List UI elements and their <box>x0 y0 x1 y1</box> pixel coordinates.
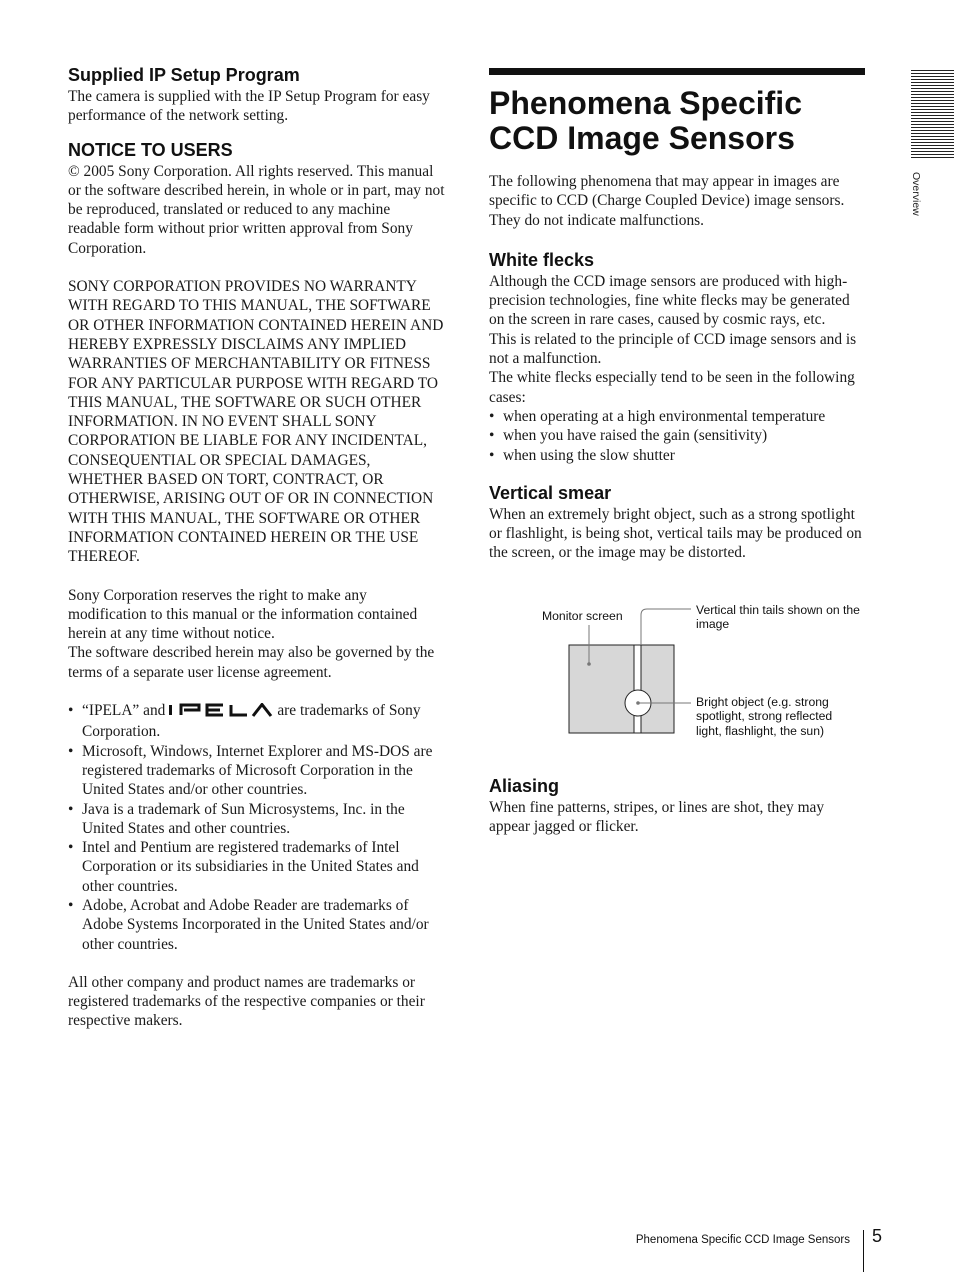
page-number: 5 <box>872 1226 883 1246</box>
list-item: • when you have raised the gain (sensitivity) <box>489 426 865 445</box>
vertical-smear-heading: Vertical smear <box>489 482 612 503</box>
notice-license: The software described herein may also be governed by the terms of a separate user license agreement. <box>68 644 435 681</box>
monitor-screen-label: Monitor screen <box>542 608 623 623</box>
footer-section-title: Phenomena Specific CCD Image Sensors <box>635 1234 850 1246</box>
white-flecks-p2: This is related to the principle of CCD image sensors and is not a malfunction. <box>489 330 857 368</box>
left-column <box>68 63 446 1031</box>
list-item: • when using the slow shutter <box>489 446 865 465</box>
trademark-intel: • Intel and Pentium are registered trademarks of Intel Corporation or its subsidiaries in the United States and other countries. <box>68 838 446 896</box>
bright-object-label: Bright object (e.g. strong spotlight, strong reflected light, flashlight, the sun) <box>696 694 833 738</box>
supplied-text: The camera is supplied with the IP Setup Program for easy performance of the network setting. <box>68 88 430 125</box>
footer-divider <box>863 1230 864 1272</box>
trademark-microsoft: • Microsoft, Windows, Internet Explorer and MS-DOS are registered trademarks of Microsoft Corporation in the United States and/or other countries. <box>68 742 446 800</box>
list-item: • when operating at a high environmental temperature <box>489 407 865 426</box>
vertical-tails-label: Vertical thin tails shown on the image <box>696 602 860 632</box>
aliasing-text: When fine patterns, stripes, or lines are shot, they may appear jagged or flicker. <box>489 798 825 836</box>
title-bar-rule <box>489 68 865 75</box>
white-flecks-cases <box>489 407 865 465</box>
white-flecks-heading: White flecks <box>489 249 595 270</box>
white-flecks-p1: Although the CCD image sensors are produced with high-precision technologies, fine white flecks may be generated on the screen in rare cases, caused by cosmic rays, etc. <box>489 272 850 329</box>
page-title: Phenomena Specific CCD Image Sensors <box>489 85 802 156</box>
trademark-list <box>68 701 446 954</box>
trademark-ipela: • “IPELA” and are trademarks of Sony Corporation. <box>68 701 446 742</box>
notice-heading: NOTICE TO USERS <box>68 139 233 160</box>
side-tab-label: Overview <box>910 172 922 216</box>
aliasing-heading: Aliasing <box>489 775 560 796</box>
trademark-adobe: • Adobe, Acrobat and Adobe Reader are trademarks of Adobe Systems Incorporated in the United States and/or other countries. <box>68 896 446 954</box>
trademark-java: • Java is a trademark of Sun Microsystems, Inc. in the United States and other countries. <box>68 800 446 839</box>
notice-warranty: SONY CORPORATION PROVIDES NO WARRANTY WITH REGARD TO THIS MANUAL, THE SOFTWARE OR OTHER INFORMATION CONTAINED HEREIN AND HEREBY EXPRESSLY DISCLAIMS ANY IMPLIED WARRANTIES OF MERCHANTABILITY OR FITNESS FOR ANY PARTICULAR PURPOSE WITH REGARD TO THIS MANUAL, THE SOFTWARE OR SUCH OTHER INFORMATION. IN NO EVENT SHALL SONY CORPORATION BE LIABLE FOR ANY INCIDENTAL, CONSEQUENTIAL OR SPECIAL DAMAGES, WHETHER BASED ON TORT, CONTRACT, OR OTHERWISE, ARISING OUT OF OR IN CONNECTION WITH THIS MANUAL, THE SOFTWARE OR OTHER INFORMATION CONTAINED HEREIN OR THE USE THEREOF. <box>68 278 444 566</box>
closing-text: All other company and product names are trademarks or registered trademarks of the respective companies or their respective makers. <box>68 973 425 1030</box>
vertical-smear-text: When an extremely bright object, such as a strong spotlight or flashlight, is being shot, vertical tails may be produced on the screen, or the image may be distorted. <box>489 505 862 562</box>
notice-copyright: © 2005 Sony Corporation. All rights reserved. This manual or the software described herein, in whole or in part, may not be reproduced, translated or reduced to any machine readable form without prior written approval from Sony Corporation. <box>68 162 445 257</box>
supplied-heading: Supplied IP Setup Program <box>68 65 300 85</box>
white-flecks-p3: The white flecks especially tend to be seen in the following cases: <box>489 369 855 406</box>
ipela-logo <box>169 703 273 722</box>
right-column <box>489 68 865 836</box>
intro-text: The following phenomena that may appear in images are specific to CCD (Charge Coupled Device) image sensors. They do not indicate malfunctions. <box>489 173 845 229</box>
notice-modification: Sony Corporation reserves the right to make any modification to this manual or the information contained herein at any time without notice. <box>68 586 418 643</box>
side-tab-marker <box>911 70 954 160</box>
vertical-smear-diagram <box>489 581 865 756</box>
